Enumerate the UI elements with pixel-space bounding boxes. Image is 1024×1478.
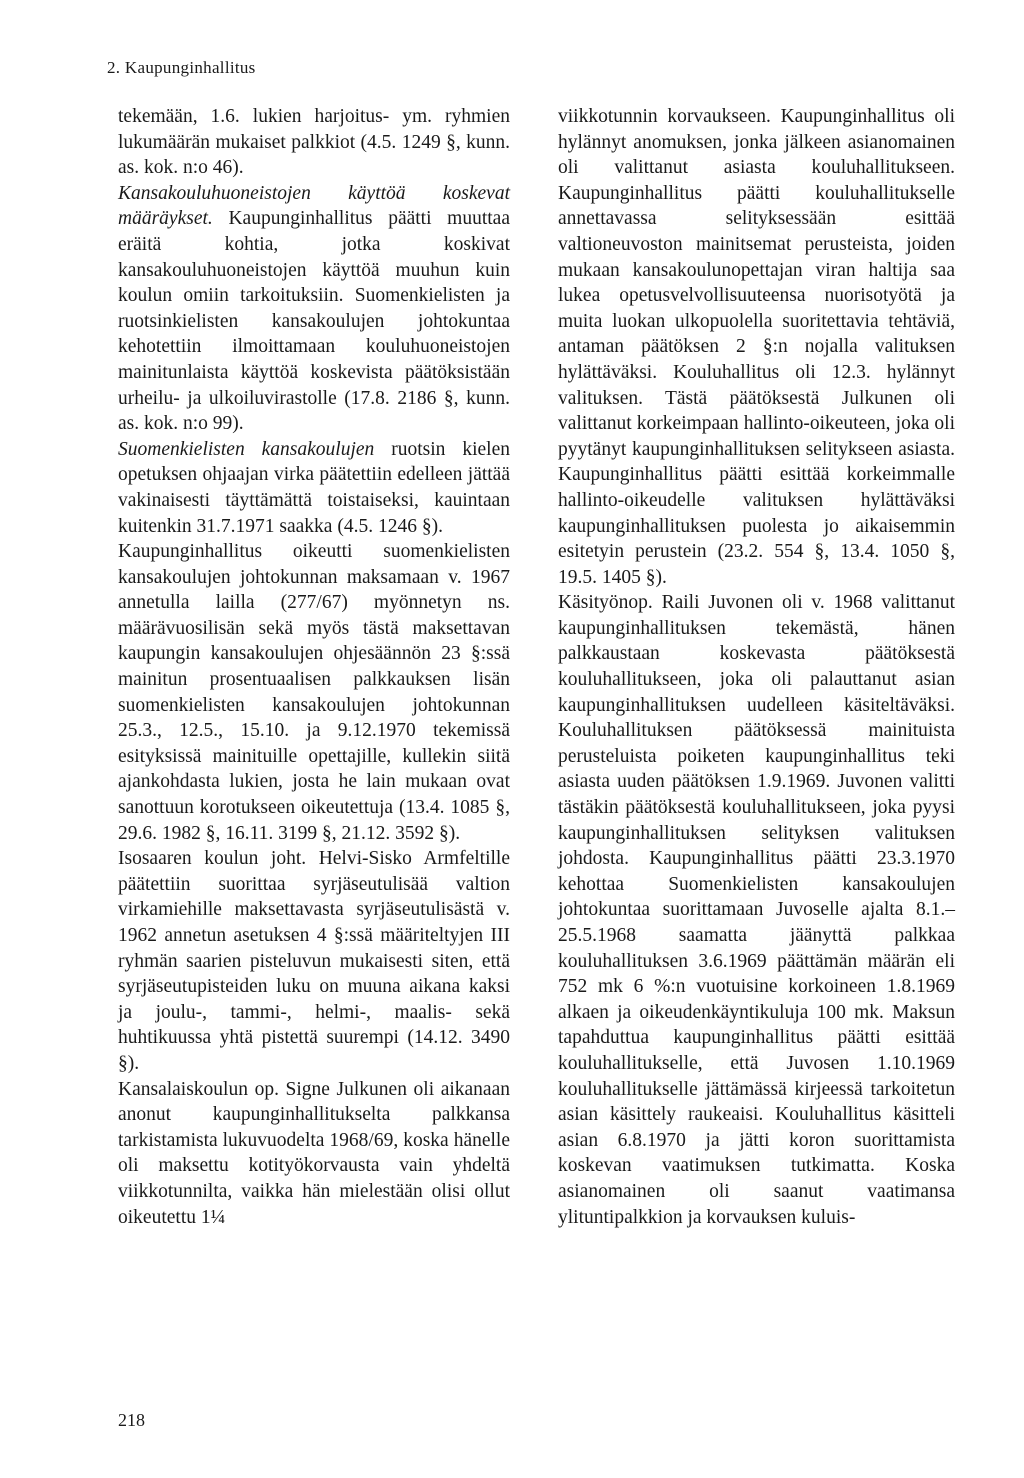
left-paragraph-4: Kaupunginhallitus oikeutti suomenkielisten kansakoulujen johtokunnan maksamaan v. 1967 annetulla lailla (277/67) myönnetyn ns. määrävuosilisän sekä myös tästä maksettavan kaupungin kansakoulujen ohjesäännön 23 §:ssä mainitun prosentuaalisen palkkauksen lisän suomenkielisten kansakoulujen johtokunnan 25.3., 12.5., 15.10. ja 9.12.1970 tekemissä esityksissä mainituille opettajille, kullekin siitä ajankohdasta lukien, josta he lain mukaan ovat sanottuun korotukseen oikeutettuja (13.4. 1085 §, 29.6. 1982 §, 16.11. 3199 §, 21.12. 3592 §). — [118, 541, 510, 844]
left-paragraph-5: Isosaaren koulun joht. Helvi-Sisko Armfeltille päätettiin suorittaa syrjäseutulisää valtion virkamiehille maksettavasta syrjäseutulisästä v. 1962 annetun asetuksen 4 §:ssä määriteltyjen III ryhmän saarien pisteluvun mukaisesti siten, että syrjäseutupisteiden luku on muuna aikana kaksi ja joulu-, tammi-, helmi-, maalis- sekä huhtikuussa yhtä pistettä suurempi (14.12. 3490 §). — [118, 848, 510, 1074]
running-header: 2. Kaupunginhallitus — [107, 58, 256, 77]
section-heading-school-premises: Kansakouluhuoneistojen käyttöä koskevat määräykset. — [118, 182, 510, 230]
left-paragraph-3 — [118, 437, 510, 539]
right-paragraph-1: viikkotunnin korvaukseen. Kaupunginhallitus oli hylännyt anomuksen, jonka jälkeen asianomainen oli valittanut asiasta kouluhallitukseen. Kaupunginhallitus päätti kouluhallitukselle annettavassa selityksessään esittää valtioneuvoston mainitsemat perusteista, joiden mukaan kansakoulunopettajan viran haltija saa lukea opetusvelvollisuuteensa nuorisotyötä ja muita luokan ulkopuolella suoritettavia tehtäviä, antaman päätöksen 2 §:n nojalla valituksen hylättäväksi. Kouluhallitus oli 12.3. hylännyt valituksen. Tästä päätöksestä Julkunen oli valittanut korkeimpaan hallinto-oikeuteen, joka oli pyytänyt kaupunginhallituksen selitykseen asiasta. Kaupunginhallitus päätti esittää korkeimmalle hallinto-oikeudelle valituksen hylättäväksi kaupunginhallituksen puolesta jo aikaisemmin esitetyin perustein (23.2. 554 §, 13.4. 1050 §, 19.5. 1405 §). — [558, 106, 955, 588]
left-paragraph-6: Kansalaiskoulun op. Signe Julkunen oli aikanaan anonut kaupunginhallitukselta palkkansa tarkistamista lukuvuodelta 1968/69, koska hänelle oli maksettu kotityökorvausta vain yhdeltä viikkotunnilta, vaikka hän mielestään olisi ollut oikeutettu 1¼ — [118, 1078, 510, 1228]
left-paragraph-1: tekemään, 1.6. lukien harjoitus- ym. ryhmien lukumäärän mukaiset palkkiot (4.5. 1249 §, kunn. as. kok. n:o 46). — [118, 106, 510, 179]
left-paragraph-3-body: ruotsin kielen opetuksen ohjaajan virka päätettiin edelleen jättää vakinaisesti täyttämättä toistaiseksi, kauintaan kuitenkin 31.7.1971 saakka (4.5. 1246 §). — [118, 438, 510, 537]
section-heading-finnish-schools: Suomenkielisten kansakoulujen — [118, 438, 375, 460]
page-number: 218 — [118, 1410, 145, 1430]
right-paragraph-2: Käsityönop. Raili Juvonen oli v. 1968 valittanut kaupunginhallituksen tekemästä, hänen palkkaustaan koskevasta päätöksestä kouluhallitukseen, joka oli palauttanut asian kaupunginhallituksen uudelleen käsiteltäväksi. Kouluhallituksen päätöksessä mainituista perusteluista poiketen kaupunginhallitus teki asiasta uuden päätöksen 1.9.1969. Juvonen valitti tästäkin päätöksestä kouluhallitukseen, joka pyysi kaupunginhallituksen selityksen valituksen johdosta. Kaupunginhallitus päätti 23.3.1970 kehottaa Suomenkielisten kansakoulujen johtokuntaa suorittamaan Juvoselle ajalta 8.1.–25.5.1968 saamatta jäänyttä palkkaa kouluhallituksen 3.6.1969 päättämän määrän eli 752 mk 6 %:n vuotuisine korkoineen 1.8.1969 alkaen ja oikeudenkäyntikuluja 100 mk. Maksun tapahduttua kaupunginhallitus päätti esittää kouluhallitukselle, että Juvosen 1.10.1969 kouluhallitukselle jättämässä kirjeessä tarkoitetun asian käsittely raukeaisi. Kouluhallitus käsitteli asian 6.8.1970 ja jätti koron suorittamista koskevan vaatimuksen tutkimatta. Koska asianomainen oli saanut vaatimansa ylituntipalkkion ja korvauksen kuluis- — [558, 592, 955, 1228]
left-paragraph-2 — [118, 181, 510, 437]
left-column — [118, 104, 510, 1230]
left-paragraph-2-body: Kaupunginhallitus päätti muuttaa eräitä kohtia, jotka koskivat kansakouluhuoneistojen käyttöä muuhun kuin koulun omiin tarkoituksiin. Suomenkielisten ja ruotsinkielisten kansakoulujen johtokuntaa kehotettiin ilmoittamaan kouluhuoneistojen mainitunlaista käyttöä koskevista päätöksistään urheilu- ja ulkoiluvirastolle (17.8. 2186 §, kunn. as. kok. n:o 99). — [118, 208, 510, 435]
right-column — [558, 104, 955, 1230]
